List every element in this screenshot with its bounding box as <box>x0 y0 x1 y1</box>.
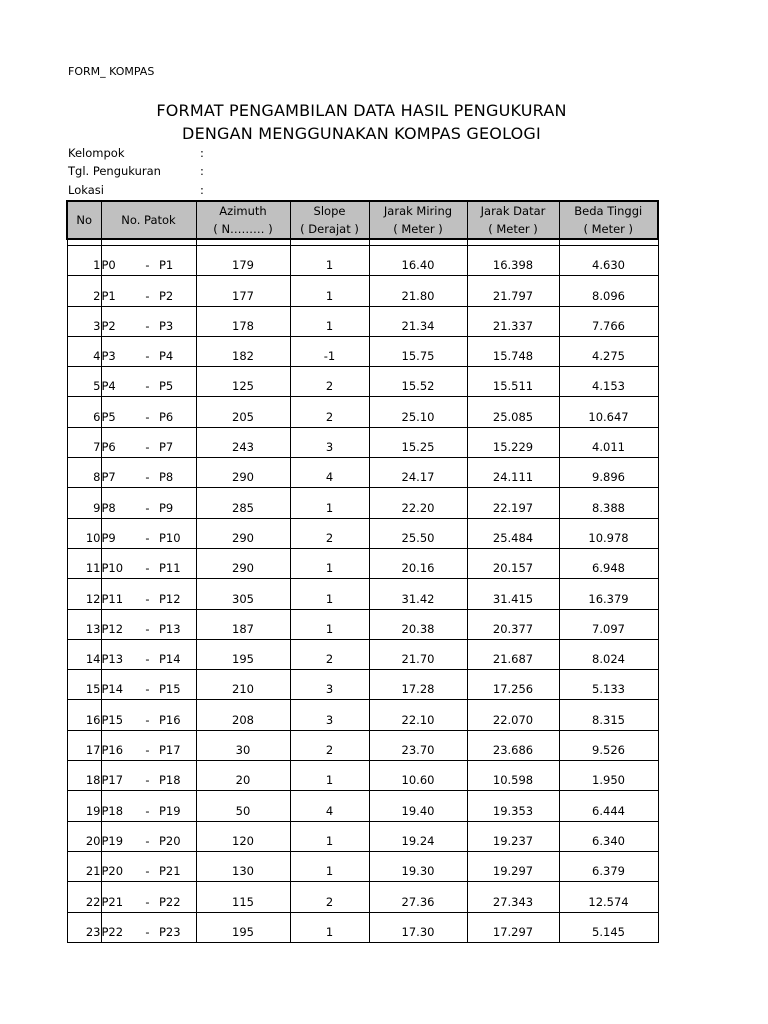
row-number: 8 <box>67 458 101 488</box>
row-number: 16 <box>67 700 101 730</box>
patok-from: P13 <box>101 639 136 669</box>
beda-tinggi-value: 9.896 <box>559 458 658 488</box>
slope-value: 1 <box>290 579 369 609</box>
beda-tinggi-value: 4.275 <box>559 336 658 366</box>
jarak-datar-value: 21.797 <box>467 276 559 306</box>
patok-from: P11 <box>101 579 136 609</box>
azimuth-value: 290 <box>196 548 290 578</box>
table-row <box>67 276 658 306</box>
row-number: 20 <box>67 821 101 851</box>
azimuth-value: 179 <box>196 246 290 276</box>
table-row <box>67 882 658 912</box>
slope-value: 1 <box>290 246 369 276</box>
azimuth-value: 182 <box>196 336 290 366</box>
patok-to: P23 <box>159 912 196 942</box>
patok-dash: - <box>136 548 159 578</box>
azimuth-value: 305 <box>196 579 290 609</box>
row-number: 19 <box>67 791 101 821</box>
patok-from: P3 <box>101 336 136 366</box>
patok-from: P6 <box>101 427 136 457</box>
patok-dash: - <box>136 518 159 548</box>
info-label: Kelompok <box>68 146 125 160</box>
table-row <box>67 367 658 397</box>
header-no-patok: No. Patok <box>101 201 196 239</box>
slope-value: 4 <box>290 458 369 488</box>
beda-tinggi-value: 7.766 <box>559 306 658 336</box>
beda-tinggi-value: 6.340 <box>559 821 658 851</box>
patok-to: P7 <box>159 427 196 457</box>
beda-tinggi-value: 4.630 <box>559 246 658 276</box>
jarak-datar-value: 19.297 <box>467 851 559 881</box>
azimuth-value: 115 <box>196 882 290 912</box>
header-no: No <box>67 201 101 239</box>
patok-to: P8 <box>159 458 196 488</box>
patok-dash: - <box>136 851 159 881</box>
row-number: 22 <box>67 882 101 912</box>
jarak-datar-value: 21.337 <box>467 306 559 336</box>
patok-to: P4 <box>159 336 196 366</box>
beda-tinggi-value: 8.024 <box>559 639 658 669</box>
row-number: 11 <box>67 548 101 578</box>
jarak-datar-value: 25.085 <box>467 397 559 427</box>
table-row <box>67 761 658 791</box>
patok-to: P21 <box>159 851 196 881</box>
patok-dash: - <box>136 488 159 518</box>
patok-from: P9 <box>101 518 136 548</box>
row-number: 4 <box>67 336 101 366</box>
patok-to: P22 <box>159 882 196 912</box>
info-label: Lokasi <box>68 183 104 197</box>
beda-tinggi-value: 16.379 <box>559 579 658 609</box>
table-row <box>67 609 658 639</box>
jarak-miring-value: 15.25 <box>369 427 467 457</box>
table-row <box>67 548 658 578</box>
patok-dash: - <box>136 397 159 427</box>
patok-from: P14 <box>101 670 136 700</box>
table-row <box>67 851 658 881</box>
row-number: 21 <box>67 851 101 881</box>
azimuth-value: 210 <box>196 670 290 700</box>
patok-dash: - <box>136 761 159 791</box>
info-colon: : <box>200 164 204 178</box>
table-row <box>67 246 658 276</box>
jarak-datar-value: 23.686 <box>467 730 559 760</box>
slope-value: 2 <box>290 730 369 760</box>
jarak-datar-value: 24.111 <box>467 458 559 488</box>
jarak-datar-value: 20.157 <box>467 548 559 578</box>
row-number: 10 <box>67 518 101 548</box>
row-number: 12 <box>67 579 101 609</box>
patok-to: P18 <box>159 761 196 791</box>
azimuth-value: 285 <box>196 488 290 518</box>
patok-dash: - <box>136 912 159 942</box>
azimuth-value: 290 <box>196 518 290 548</box>
slope-value: 2 <box>290 367 369 397</box>
table-row <box>67 700 658 730</box>
patok-to: P12 <box>159 579 196 609</box>
header-azimuth: Azimuth ( N……… ) <box>196 201 290 239</box>
beda-tinggi-value: 8.388 <box>559 488 658 518</box>
jarak-datar-value: 10.598 <box>467 761 559 791</box>
azimuth-value: 30 <box>196 730 290 760</box>
jarak-datar-value: 15.748 <box>467 336 559 366</box>
patok-to: P20 <box>159 821 196 851</box>
beda-tinggi-value: 4.153 <box>559 367 658 397</box>
patok-from: P16 <box>101 730 136 760</box>
patok-from: P18 <box>101 791 136 821</box>
patok-dash: - <box>136 730 159 760</box>
table-row <box>67 579 658 609</box>
jarak-miring-value: 25.10 <box>369 397 467 427</box>
slope-value: 2 <box>290 397 369 427</box>
patok-to: P11 <box>159 548 196 578</box>
row-number: 23 <box>67 912 101 942</box>
azimuth-value: 208 <box>196 700 290 730</box>
info-colon: : <box>200 183 204 197</box>
jarak-datar-value: 17.297 <box>467 912 559 942</box>
jarak-miring-value: 31.42 <box>369 579 467 609</box>
patok-dash: - <box>136 821 159 851</box>
beda-tinggi-value: 5.145 <box>559 912 658 942</box>
slope-value: 4 <box>290 791 369 821</box>
table-row <box>67 427 658 457</box>
patok-to: P17 <box>159 730 196 760</box>
jarak-datar-value: 19.353 <box>467 791 559 821</box>
title-line-1: FORMAT PENGAMBILAN DATA HASIL PENGUKURAN <box>156 101 567 120</box>
patok-from: P7 <box>101 458 136 488</box>
table-row <box>67 639 658 669</box>
patok-to: P3 <box>159 306 196 336</box>
table-header-row <box>67 201 658 239</box>
patok-to: P9 <box>159 488 196 518</box>
azimuth-value: 120 <box>196 821 290 851</box>
beda-tinggi-value: 7.097 <box>559 609 658 639</box>
azimuth-value: 290 <box>196 458 290 488</box>
jarak-datar-value: 20.377 <box>467 609 559 639</box>
patok-from: P8 <box>101 488 136 518</box>
beda-tinggi-value: 6.948 <box>559 548 658 578</box>
patok-to: P10 <box>159 518 196 548</box>
measurement-table <box>66 200 659 943</box>
slope-value: 3 <box>290 670 369 700</box>
header-jarak-miring: Jarak Miring ( Meter ) <box>369 201 467 239</box>
azimuth-value: 125 <box>196 367 290 397</box>
jarak-datar-value: 31.415 <box>467 579 559 609</box>
slope-value: 2 <box>290 518 369 548</box>
jarak-datar-value: 15.511 <box>467 367 559 397</box>
jarak-miring-value: 22.20 <box>369 488 467 518</box>
row-number: 3 <box>67 306 101 336</box>
patok-to: P19 <box>159 791 196 821</box>
patok-to: P13 <box>159 609 196 639</box>
jarak-miring-value: 19.24 <box>369 821 467 851</box>
beda-tinggi-value: 10.978 <box>559 518 658 548</box>
beda-tinggi-value: 12.574 <box>559 882 658 912</box>
patok-dash: - <box>136 639 159 669</box>
patok-from: P15 <box>101 700 136 730</box>
patok-dash: - <box>136 791 159 821</box>
beda-tinggi-value: 6.444 <box>559 791 658 821</box>
slope-value: -1 <box>290 336 369 366</box>
jarak-miring-value: 20.38 <box>369 609 467 639</box>
row-number: 13 <box>67 609 101 639</box>
table-row <box>67 458 658 488</box>
patok-to: P5 <box>159 367 196 397</box>
patok-from: P20 <box>101 851 136 881</box>
patok-to: P6 <box>159 397 196 427</box>
patok-dash: - <box>136 700 159 730</box>
jarak-datar-value: 15.229 <box>467 427 559 457</box>
jarak-miring-value: 15.75 <box>369 336 467 366</box>
row-number: 17 <box>67 730 101 760</box>
beda-tinggi-value: 5.133 <box>559 670 658 700</box>
azimuth-value: 243 <box>196 427 290 457</box>
jarak-datar-value: 22.070 <box>467 700 559 730</box>
table-row <box>67 336 658 366</box>
azimuth-value: 205 <box>196 397 290 427</box>
row-number: 1 <box>67 246 101 276</box>
jarak-miring-value: 17.30 <box>369 912 467 942</box>
jarak-miring-value: 20.16 <box>369 548 467 578</box>
jarak-datar-value: 16.398 <box>467 246 559 276</box>
table-row <box>67 791 658 821</box>
table-row <box>67 518 658 548</box>
row-number: 18 <box>67 761 101 791</box>
jarak-miring-value: 25.50 <box>369 518 467 548</box>
slope-value: 2 <box>290 882 369 912</box>
beda-tinggi-value: 9.526 <box>559 730 658 760</box>
info-label: Tgl. Pengukuran <box>68 164 161 178</box>
table-row <box>67 670 658 700</box>
patok-to: P16 <box>159 700 196 730</box>
patok-dash: - <box>136 367 159 397</box>
patok-to: P15 <box>159 670 196 700</box>
jarak-miring-value: 19.30 <box>369 851 467 881</box>
slope-value: 1 <box>290 761 369 791</box>
header-slope: Slope ( Derajat ) <box>290 201 369 239</box>
patok-dash: - <box>136 336 159 366</box>
patok-from: P10 <box>101 548 136 578</box>
jarak-miring-value: 27.36 <box>369 882 467 912</box>
info-colon: : <box>200 146 204 160</box>
jarak-miring-value: 15.52 <box>369 367 467 397</box>
jarak-miring-value: 21.34 <box>369 306 467 336</box>
patok-dash: - <box>136 670 159 700</box>
patok-from: P22 <box>101 912 136 942</box>
jarak-datar-value: 27.343 <box>467 882 559 912</box>
azimuth-value: 187 <box>196 609 290 639</box>
patok-dash: - <box>136 306 159 336</box>
azimuth-value: 195 <box>196 912 290 942</box>
beda-tinggi-value: 10.647 <box>559 397 658 427</box>
patok-from: P21 <box>101 882 136 912</box>
patok-dash: - <box>136 246 159 276</box>
row-number: 14 <box>67 639 101 669</box>
jarak-miring-value: 17.28 <box>369 670 467 700</box>
jarak-miring-value: 22.10 <box>369 700 467 730</box>
table-row <box>67 488 658 518</box>
patok-from: P0 <box>101 246 136 276</box>
patok-dash: - <box>136 609 159 639</box>
patok-from: P19 <box>101 821 136 851</box>
title-line-2: DENGAN MENGGUNAKAN KOMPAS GEOLOGI <box>182 124 541 143</box>
beda-tinggi-value: 8.315 <box>559 700 658 730</box>
jarak-miring-value: 16.40 <box>369 246 467 276</box>
azimuth-value: 177 <box>196 276 290 306</box>
beda-tinggi-value: 6.379 <box>559 851 658 881</box>
info-tgl-pengukuran <box>68 164 204 178</box>
slope-value: 1 <box>290 276 369 306</box>
patok-dash: - <box>136 276 159 306</box>
jarak-datar-value: 25.484 <box>467 518 559 548</box>
table-row <box>67 912 658 942</box>
patok-to: P1 <box>159 246 196 276</box>
info-kelompok <box>68 146 204 160</box>
patok-to: P14 <box>159 639 196 669</box>
table-row <box>67 306 658 336</box>
table-row <box>67 821 658 851</box>
azimuth-value: 130 <box>196 851 290 881</box>
header-beda-tinggi: Beda Tinggi ( Meter ) <box>559 201 658 239</box>
form-code: FORM_ KOMPAS <box>68 65 155 78</box>
slope-value: 1 <box>290 821 369 851</box>
table-row <box>67 397 658 427</box>
patok-from: P12 <box>101 609 136 639</box>
jarak-datar-value: 17.256 <box>467 670 559 700</box>
patok-from: P17 <box>101 761 136 791</box>
jarak-miring-value: 10.60 <box>369 761 467 791</box>
row-number: 15 <box>67 670 101 700</box>
azimuth-value: 195 <box>196 639 290 669</box>
beda-tinggi-value: 1.950 <box>559 761 658 791</box>
azimuth-value: 50 <box>196 791 290 821</box>
slope-value: 3 <box>290 427 369 457</box>
slope-value: 1 <box>290 912 369 942</box>
jarak-miring-value: 23.70 <box>369 730 467 760</box>
slope-value: 1 <box>290 548 369 578</box>
row-number: 2 <box>67 276 101 306</box>
row-number: 6 <box>67 397 101 427</box>
jarak-datar-value: 21.687 <box>467 639 559 669</box>
patok-from: P2 <box>101 306 136 336</box>
patok-from: P1 <box>101 276 136 306</box>
row-number: 9 <box>67 488 101 518</box>
azimuth-value: 20 <box>196 761 290 791</box>
slope-value: 1 <box>290 851 369 881</box>
slope-value: 2 <box>290 639 369 669</box>
jarak-miring-value: 19.40 <box>369 791 467 821</box>
table-row <box>67 730 658 760</box>
patok-dash: - <box>136 427 159 457</box>
slope-value: 1 <box>290 488 369 518</box>
slope-value: 1 <box>290 609 369 639</box>
row-number: 7 <box>67 427 101 457</box>
jarak-miring-value: 21.80 <box>369 276 467 306</box>
slope-value: 3 <box>290 700 369 730</box>
jarak-datar-value: 22.197 <box>467 488 559 518</box>
info-lokasi <box>68 183 204 197</box>
patok-dash: - <box>136 458 159 488</box>
patok-to: P2 <box>159 276 196 306</box>
beda-tinggi-value: 4.011 <box>559 427 658 457</box>
row-number: 5 <box>67 367 101 397</box>
jarak-miring-value: 21.70 <box>369 639 467 669</box>
jarak-datar-value: 19.237 <box>467 821 559 851</box>
azimuth-value: 178 <box>196 306 290 336</box>
patok-dash: - <box>136 882 159 912</box>
patok-from: P5 <box>101 397 136 427</box>
patok-dash: - <box>136 579 159 609</box>
beda-tinggi-value: 8.096 <box>559 276 658 306</box>
slope-value: 1 <box>290 306 369 336</box>
jarak-miring-value: 24.17 <box>369 458 467 488</box>
header-jarak-datar: Jarak Datar ( Meter ) <box>467 201 559 239</box>
patok-from: P4 <box>101 367 136 397</box>
